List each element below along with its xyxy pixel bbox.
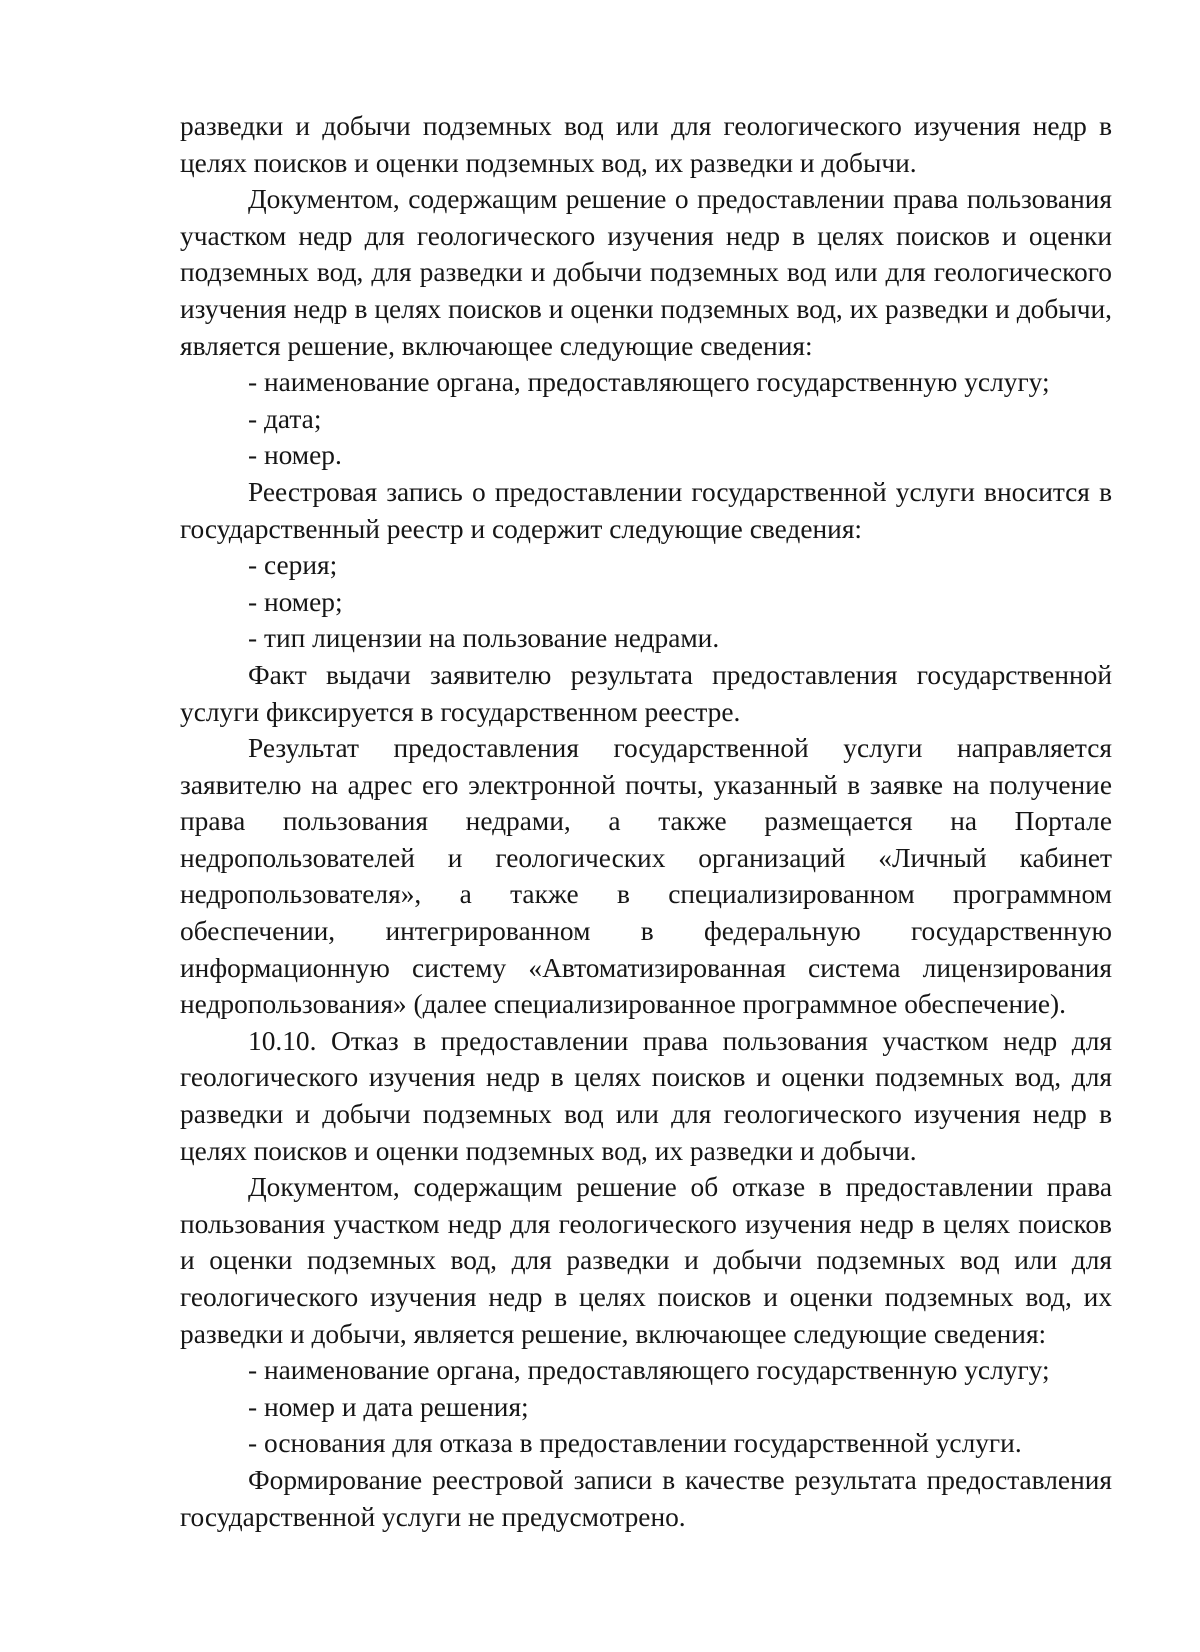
list-item-number: - номер. — [248, 440, 342, 471]
list-item-refusal-number-date: - номер и дата решения; — [248, 1391, 529, 1422]
paragraph-continuation: разведки и добычи подземных вод или для геологического изучения недр в целях поисков и оценки подземных вод, их разведки и добычи. — [180, 111, 1112, 178]
list-item-refusal-authority-name: - наименование органа, предоставляющего государственную услугу; — [248, 1355, 1050, 1386]
paragraph-refusal-document: Документом, содержащим решение об отказе в предоставлении права пользования участком недр для геологического изучения недр в целях поисков и оценки подземных вод, для разведки и добычи подземных вод или для геологического изучения недр в целях поисков и оценки подземных вод, их разведки и добычи, является решение, включающее следующие сведения: — [180, 1172, 1112, 1349]
list-item-series: - серия; — [248, 550, 338, 581]
paragraph-no-registry-entry: Формирование реестровой записи в качестве результата предоставления государственной услуги не предусмотрено. — [180, 1464, 1112, 1532]
list-item-registry-number: - номер; — [248, 586, 343, 617]
list-item-date: - дата; — [248, 403, 322, 434]
document-page — [180, 108, 1112, 1535]
list-item-authority-name: - наименование органа, предоставляющего государственную услугу; — [248, 367, 1050, 398]
list-item-refusal-grounds: - основания для отказа в предоставлении государственной услуги. — [248, 1428, 1022, 1459]
list-item-license-type: - тип лицензии на пользование недрами. — [248, 623, 720, 654]
paragraph-section-10-10: 10.10. Отказ в предоставлении права пользования участком недр для геологического изучения недр в целях поисков и оценки подземных вод, для разведки и добычи подземных вод или для геологического изучения недр в целях поисков и оценки подземных вод, их разведки и добычи. — [180, 1025, 1112, 1166]
paragraph-decision-document: Документом, содержащим решение о предоставлении права пользования участком недр для геологического изучения недр в целях поисков и оценки подземных вод, для разведки и добычи подземных вод или для геологического изучения недр в целях поисков и оценки подземных вод, их разведки и добычи, является решение, включающее следующие сведения: — [180, 184, 1112, 361]
paragraph-result-delivery: Результат предоставления государственной услуги направляется заявителю на адрес его электронной почты, указанный в заявке на получение права пользования недрами, а также размещается на Портале недропользователей и геологических организаций «Личный кабинет недропользователя», а также в специализированном программном обеспечении, интегрированном в федеральную государственную информационную систему «Автоматизированная система лицензирования недропользования» (далее специализированное программное обеспечение). — [180, 733, 1112, 1020]
paragraph-issuance-fact: Факт выдачи заявителю результата предоставления государственной услуги фиксируется в государственном реестре. — [180, 659, 1112, 727]
paragraph-registry-entry: Реестровая запись о предоставлении государственной услуги вносится в государственный реестр и содержит следующие сведения: — [180, 476, 1112, 544]
